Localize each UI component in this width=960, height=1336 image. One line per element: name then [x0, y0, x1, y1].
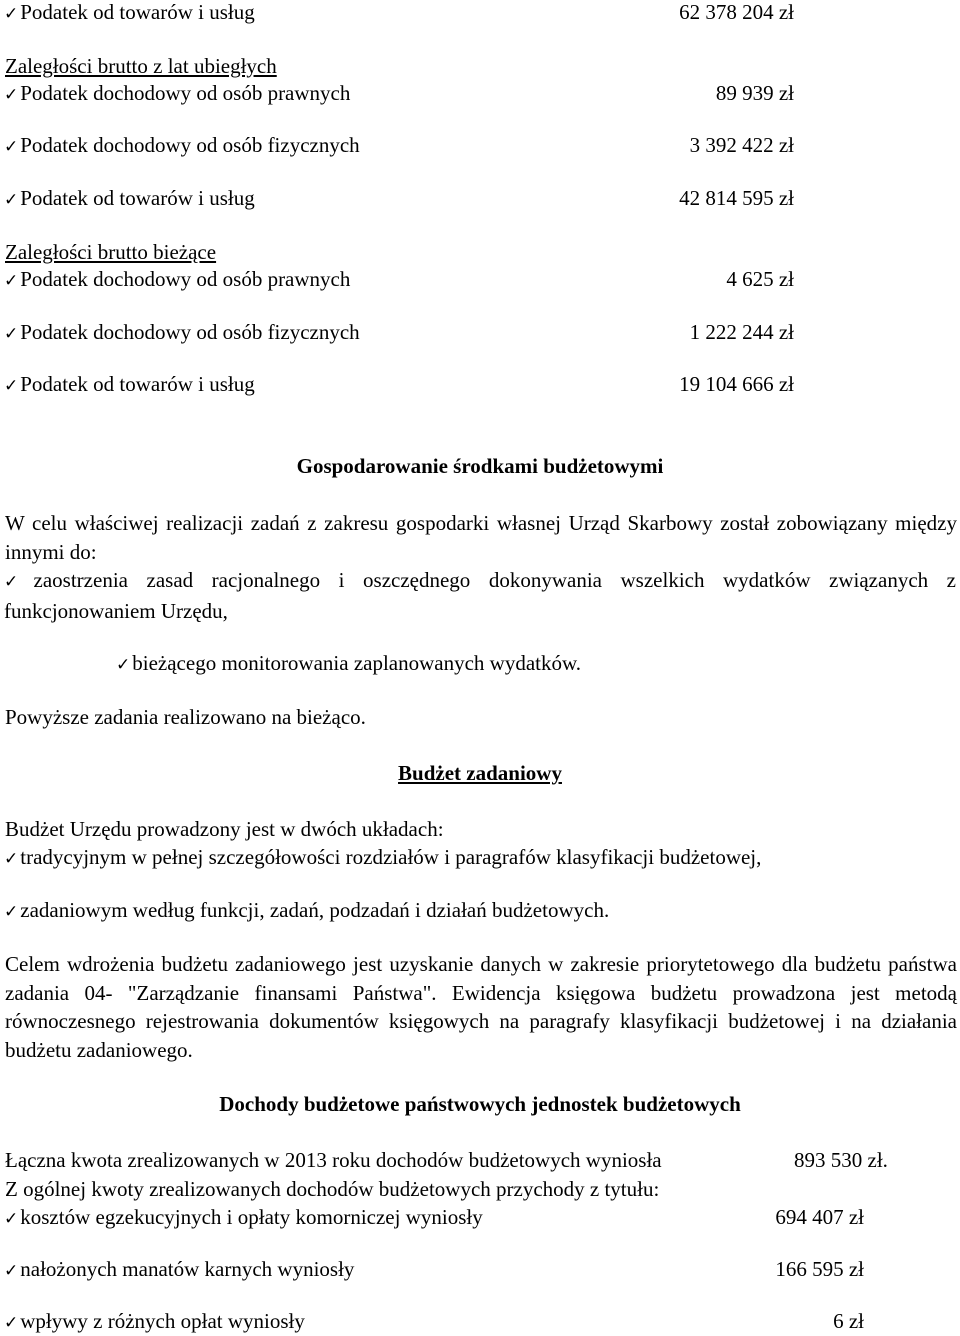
income-sub-intro: Z ogólnej kwoty zrealizowanych dochodów budżetowych przychody z tytułu:	[5, 1177, 660, 1201]
prior-years-amount-vat: 42 814 595 zł	[679, 186, 794, 210]
budget-management-bullet-2: ✓ bieżącego monitorowania zaplanowanych wydatków.	[116, 651, 581, 677]
budget-management-intro: W celu właściwej realizacji zadań z zakresu gospodarki własnej Urząd Skarbowy został zobowiązany między innymi do:	[5, 511, 957, 564]
budget-management-closing: Powyższe zadania realizowano na bieżąco.	[5, 705, 366, 729]
current-title: Zaległości brutto bieżące	[5, 240, 217, 264]
prior-years-row-pit: ✓ Podatek dochodowy od osób fizycznych	[4, 133, 360, 159]
income-row-enforcement: ✓ kosztów egzekucyjnych i opłaty komorniczej wyniosły	[4, 1205, 483, 1231]
prior-years-row-cit: ✓ Podatek dochodowy od osób prawnych	[4, 81, 350, 107]
prior-years-amount-pit: 3 392 422 zł	[689, 133, 794, 157]
income-row-fees: ✓ wpływy z różnych opłat wyniosły	[4, 1309, 305, 1335]
task-budget-intro: Budżet Urzędu prowadzony jest w dwóch układach:	[5, 817, 444, 841]
task-budget-paragraph: Celem wdrożenia budżetu zadaniowego jest uzyskanie danych w zakresie priorytetowego dla budżetu państwa zadania 04- "Zarządzanie finansami Państwa". Ewidencja księgowa budżetu prowadzona jest metodą równoczesnego rejestrowania dokumentów księgowych na paragrafy klasyfikacji budżetowej i na działania budżetu zadaniowego.	[5, 952, 957, 1062]
budget-management-heading: Gospodarowanie środkami budżetowymi	[296, 454, 664, 478]
budget-management-bullet-1: ✓ zaostrzenia zasad racjonalnego i oszczędnego dokonywania wszelkich wydatków związanych z funkcjonowaniem Urzędu,	[4, 566, 956, 625]
income-total-amount: 893 530 zł.	[794, 1148, 888, 1172]
task-budget-bullet-2: ✓ zadaniowym według funkcji, zadań, podzadań i działań budżetowych.	[4, 898, 609, 924]
tax-amount-vat-total: 62 378 204 zł	[679, 0, 794, 24]
income-amount-enforcement: 694 407 zł	[775, 1205, 864, 1229]
tax-row-vat-total: ✓ Podatek od towarów i usług	[4, 0, 255, 26]
task-budget-heading: Budżet zadaniowy	[398, 761, 562, 785]
task-budget-bullet-1: ✓ tradycyjnym w pełnej szczegółowości rozdziałów i paragrafów klasyfikacji budżetowej,	[4, 845, 761, 871]
current-amount-cit: 4 625 zł	[726, 267, 794, 291]
current-row-cit: ✓ Podatek dochodowy od osób prawnych	[4, 267, 350, 293]
income-amount-fees: 6 zł	[833, 1309, 864, 1333]
current-amount-vat: 19 104 666 zł	[679, 372, 794, 396]
income-amount-fines: 166 595 zł	[775, 1257, 864, 1281]
prior-years-title: Zaległości brutto z lat ubiegłych	[5, 54, 277, 78]
income-heading: Dochody budżetowe państwowych jednostek budżetowych	[219, 1092, 741, 1116]
current-row-vat: ✓ Podatek od towarów i usług	[4, 372, 255, 398]
current-row-pit: ✓ Podatek dochodowy od osób fizycznych	[4, 320, 360, 346]
current-amount-pit: 1 222 244 zł	[689, 320, 794, 344]
prior-years-amount-cit: 89 939 zł	[715, 81, 794, 105]
income-total-label: Łączna kwota zrealizowanych w 2013 roku dochodów budżetowych wyniosła	[5, 1148, 662, 1172]
income-row-fines: ✓ nałożonych manatów karnych wyniosły	[4, 1257, 354, 1283]
prior-years-row-vat: ✓ Podatek od towarów i usług	[4, 186, 255, 212]
